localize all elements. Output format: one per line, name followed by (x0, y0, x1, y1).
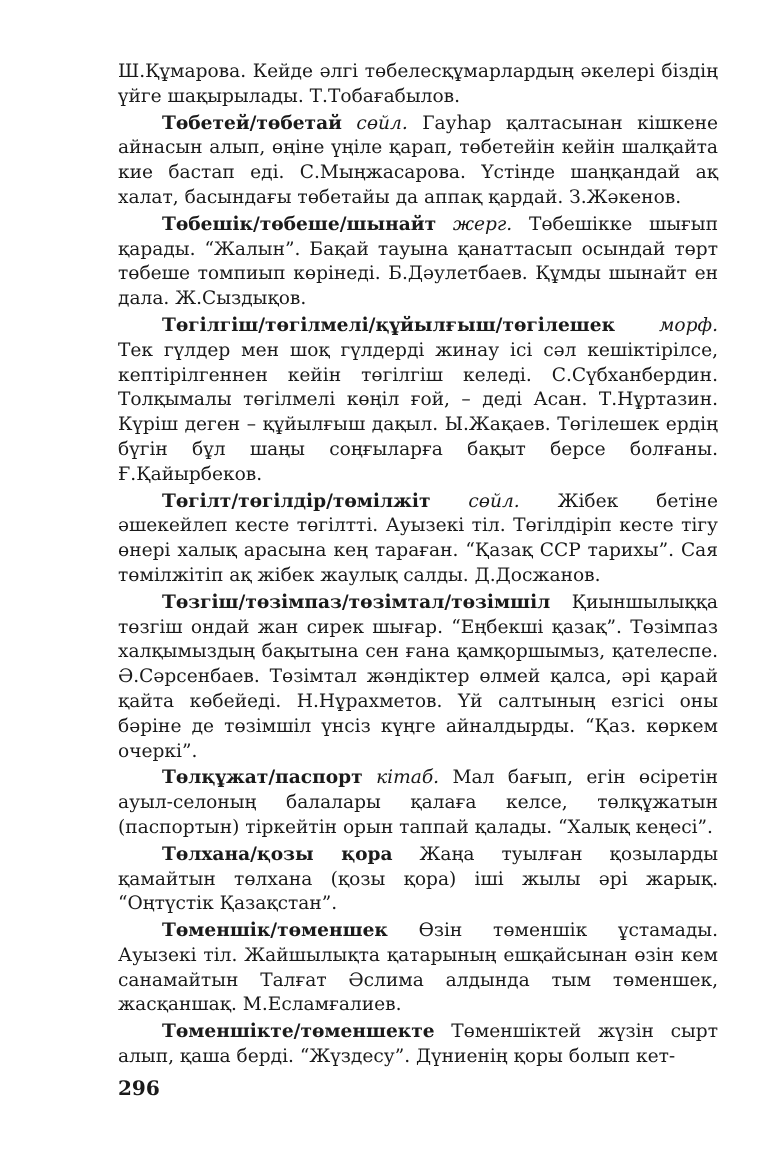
headword: Төбетей/төбетай (162, 112, 342, 134)
usage-label: морф. (659, 314, 718, 336)
headword: Төгілгіш/төгілмелі/құйылғыш/төгілешек (162, 314, 616, 336)
entry-tolkhana (118, 843, 718, 917)
headword: Төлхана/қозы қора (162, 843, 393, 865)
entry-tozgish (118, 591, 718, 765)
usage-label: сөйл. (356, 112, 408, 134)
entry-togilgish (118, 314, 718, 488)
entry-tomenshik (118, 919, 718, 1018)
entry-text: Тек гүлдер мен шоқ гүлдерді жинау ісі сәл кешіктірілсе, кептірілгеннен кейін төгілгіш келеді. С.Сүбханбердин. Толқымалы төгілмелі көңіл ғой, – деді Асан. Т.Нұртазин. Күріш деген – құйылғыш дақыл. Ы.Жақаев. Төгілешек ердің бүгін бұл шаңы соңғыларға бақыт берсе болғаны. Ғ.Қайырбеков. (118, 339, 718, 485)
entry-togilt (118, 490, 718, 589)
continuation-paragraph: Ш.Құмарова. Кейде әлгі төбелесқұмарлардың әкелері біздің үйге шақырылады. Т.Тобағабылов. (118, 61, 718, 107)
page-number: 296 (118, 1076, 160, 1100)
entry-text: Гауһар қалтасынан кішкене айнасын алып, өңіне үңіле қарап, төбетейін кейін шалқайта кие бастап еді. С.Мыңжасарова. Үстінде шаңқандай ақ халат, басындағы төбетайы да аппақ қардай. З.Жәкенов. (118, 112, 718, 208)
entry-tolkuzhat (118, 766, 718, 840)
headword: Төлқұжат/паспорт (162, 767, 363, 789)
entry-tomenshikte (118, 1020, 718, 1070)
entry-text: Қиыншылыққа төзгіш ондай жан сирек шығар. “Еңбекші қазақ”. Төзімпаз халқымыздың бақытына сен ғана қамқоршымыз, қателеспе. Ә.Сәрсенбаев. Төзімтал жәндіктер өлмей қалса, әрі қарай қайта көбейеді. Н.Нұрахметов. Үй салтының езгісі оны бәріне де төзімшіл үнсіз күңге айналдырды. “Қаз. көркем очеркі”. (118, 591, 718, 762)
headword: Төменшікте/төменшекте (162, 1021, 435, 1043)
headword: Төзгіш/төзімпаз/төзімтал/төзімшіл (162, 591, 551, 613)
dictionary-text (118, 60, 718, 1070)
entry-text: Жібек бетіне әшекейлеп кесте төгілтті. Ауызекі тіл. Төгілдіріп кесте тігу өнері халық арасына кең тараған. “Қазақ ССР тарихы”. Сая төмілжітіп ақ жібек жаулық салды. Д.Досжанов. (118, 490, 718, 586)
entry-text: Өзін төменшік ұстамады. Ауызекі тіл. Жайшылықта қатарының ешқайсынан өзін кем санамайтын Талғат Әслима алдында тым төменшек, жасқаншақ. М.Есламғалиев. (118, 920, 718, 1016)
entry-tobeshik (118, 213, 718, 312)
entry-text: Төбешікке шығып қарады. “Жалын”. Бақай тауына қанаттасып осындай төрт төбеше томпиып көрінеді. Б.Дәулетбаев. Құмды шынайт ен дала. Ж.Сыздықов. (118, 213, 718, 310)
entry-tobetei (118, 112, 718, 211)
entry-text: Төменшіктей жүзін сырт алып, қаша берді. “Жүздесу”. Дүниенің қоры болып кет- (118, 1021, 718, 1068)
headword: Төменшік/төменшек (162, 920, 388, 942)
usage-label: сөйл. (468, 490, 520, 512)
headword: Төгілт/төгілдір/төмілжіт (162, 490, 431, 512)
entry-text: Жаңа туылған қозыларды қамайтын төлхана (қозы қора) іші жылы әрі жарық. “Оңтүстік Қазақстан”. (118, 843, 718, 915)
usage-label: жерг. (452, 213, 513, 235)
usage-label: кітаб. (376, 767, 440, 789)
entry-text: Мал бағып, егін өсіретін ауыл-селоның балалары қалаға келсе, төлқұжатын (паспортын) тіркейтін орын таппай қалады. “Халық кеңесі”. (118, 767, 718, 838)
headword: Төбешік/төбеше/шынайт (162, 213, 437, 235)
